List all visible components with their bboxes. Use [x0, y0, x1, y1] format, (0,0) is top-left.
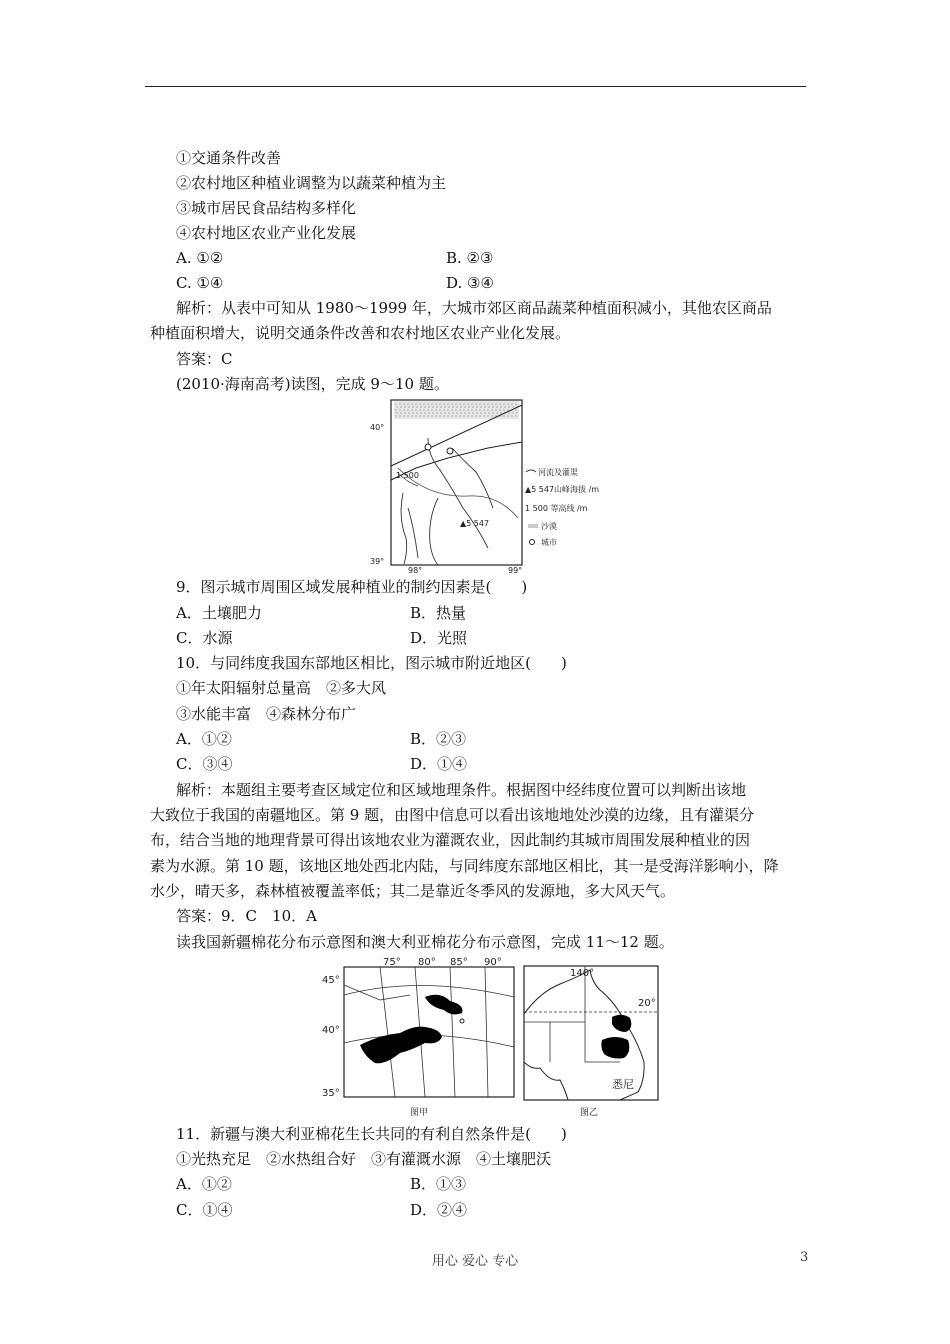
- lat-label: 45°: [322, 975, 340, 986]
- choice-b: B．热量: [410, 604, 467, 622]
- contour-label: 1 500: [396, 471, 419, 480]
- figure-caption: 图乙: [580, 1108, 599, 1118]
- choice-d: D．光照: [410, 629, 468, 647]
- explanation-line: 种植面积增大，说明交通条件改善和农村地区农业产业化发展。: [150, 324, 571, 342]
- city-marker: [425, 444, 431, 450]
- option-line: ①年太阳辐射总量高 ②多大风: [176, 679, 387, 697]
- choice-a: A．土壤肥力: [176, 604, 262, 622]
- question-10: 10．与同纬度我国东部地区相比，图示城市附近地区( ): [176, 654, 567, 672]
- lon-label: 80°: [418, 957, 436, 968]
- explanation-line: 解析：本题组主要考查区域定位和区域地理条件。根据图中经纬度位置可以判断出该地: [176, 781, 747, 799]
- city-label: 悉尼: [612, 1078, 634, 1091]
- choice-a: A．①②: [176, 1175, 232, 1193]
- lon-label: 75°: [383, 957, 401, 968]
- choice-c: C．①④: [176, 1201, 233, 1219]
- lon-label: 140°: [570, 968, 595, 979]
- svg-text:城市: 城市: [541, 538, 557, 547]
- svg-text:1 500 等高线 /m: 1 500 等高线 /m: [525, 504, 588, 513]
- lon-label: 99°: [508, 566, 523, 573]
- choice-c: C. ①④: [176, 274, 224, 292]
- option-line: ③水能丰富 ④森林分布广: [176, 705, 357, 723]
- header-rule: [145, 86, 806, 87]
- choice-d: D．②④: [410, 1201, 468, 1219]
- choice-b: B．①③: [410, 1175, 467, 1193]
- choice-d: D. ③④: [446, 274, 494, 292]
- city-marker: [460, 1019, 464, 1023]
- lat-label: 35°: [322, 1088, 340, 1099]
- question-9: 9．图示城市周围区域发展种植业的制约因素是( ): [176, 578, 528, 596]
- choice-a: A. ①②: [176, 249, 224, 267]
- option-4: ④农村地区农业产业化发展: [176, 224, 357, 242]
- choice-c: C．水源: [176, 629, 233, 647]
- question-intro: 读我国新疆棉花分布示意图和澳大利亚棉花分布示意图，完成 11～12 题。: [176, 933, 674, 951]
- figure-caption: 图甲: [410, 1108, 429, 1118]
- choice-b: B．②③: [410, 730, 467, 748]
- lat-label: 40°: [370, 423, 385, 432]
- map-legend: [525, 467, 599, 547]
- lon-label: 85°: [450, 957, 468, 968]
- cotton-area: [612, 1015, 631, 1032]
- peak-label: ▲5 547: [460, 519, 490, 528]
- footer-text: 用心 爱心 专心: [431, 1254, 519, 1269]
- option-3: ③城市居民食品结构多样化: [176, 199, 357, 217]
- cotton-area: [425, 995, 463, 1015]
- choice-c: C．③④: [176, 755, 233, 773]
- cotton-area: [601, 1037, 629, 1059]
- svg-text:▲5 547山峰海拔 /m: ▲5 547山峰海拔 /m: [525, 485, 600, 494]
- choice-a: A．①②: [176, 730, 232, 748]
- lat-label: 20°: [638, 998, 656, 1009]
- lon-label: 90°: [484, 957, 502, 968]
- lon-label: 98°: [408, 566, 423, 573]
- option-2: ②农村地区种植业调整为以蔬菜种植为主: [176, 174, 447, 192]
- question-11: 11．新疆与澳大利亚棉花生长共同的有利自然条件是( ): [176, 1125, 567, 1143]
- option-1: ①交通条件改善: [176, 149, 282, 167]
- choice-b: B. ②③: [446, 249, 494, 267]
- explanation-line: 素为水源。第 10 题，该地区地处西北内陆，与同纬度东部地区相比，其一是受海洋影响小，降: [150, 857, 779, 875]
- explanation-line: 解析：从表中可知从 1980～1999 年，大城市郊区商品蔬菜种植面积减小，其他农区商品: [176, 299, 772, 317]
- cotton-area: [360, 1027, 442, 1064]
- page-number: 3: [800, 1250, 809, 1265]
- explanation-line: 水少，晴天多，森林植被覆盖率低；其二是靠近冬季风的发源地，多大风天气。: [150, 882, 676, 900]
- explanation-line: 布，结合当地的地理背景可得出该地农业为灌溉农业，因此制约其城市周围发展种植业的因: [150, 831, 751, 849]
- option-line: ①光热充足 ②水热组合好 ③有灌溉水源 ④土壤肥沃: [176, 1150, 552, 1168]
- lat-label: 39°: [370, 557, 385, 566]
- answer-line: 答案：C: [176, 350, 233, 368]
- svg-text:沙漠: 沙漠: [541, 522, 557, 531]
- xinjiang-cotton-map: [320, 955, 520, 1120]
- svg-text:河流及灌渠: 河流及灌渠: [538, 468, 578, 477]
- explanation-line: 大致位于我国的南疆地区。第 9 题，由图中信息可以看出该地地处沙漠的边缘，且有灌渠分: [150, 806, 755, 824]
- region-map: [368, 398, 618, 573]
- lat-label: 40°: [322, 1025, 340, 1036]
- question-intro: (2010·海南高考)读图，完成 9～10 题。: [176, 375, 449, 393]
- choice-d: D．①④: [410, 755, 468, 773]
- city-marker: [447, 448, 453, 454]
- answer-line: 答案：9．C 10．A: [176, 907, 317, 925]
- australia-cotton-map: [520, 962, 662, 1120]
